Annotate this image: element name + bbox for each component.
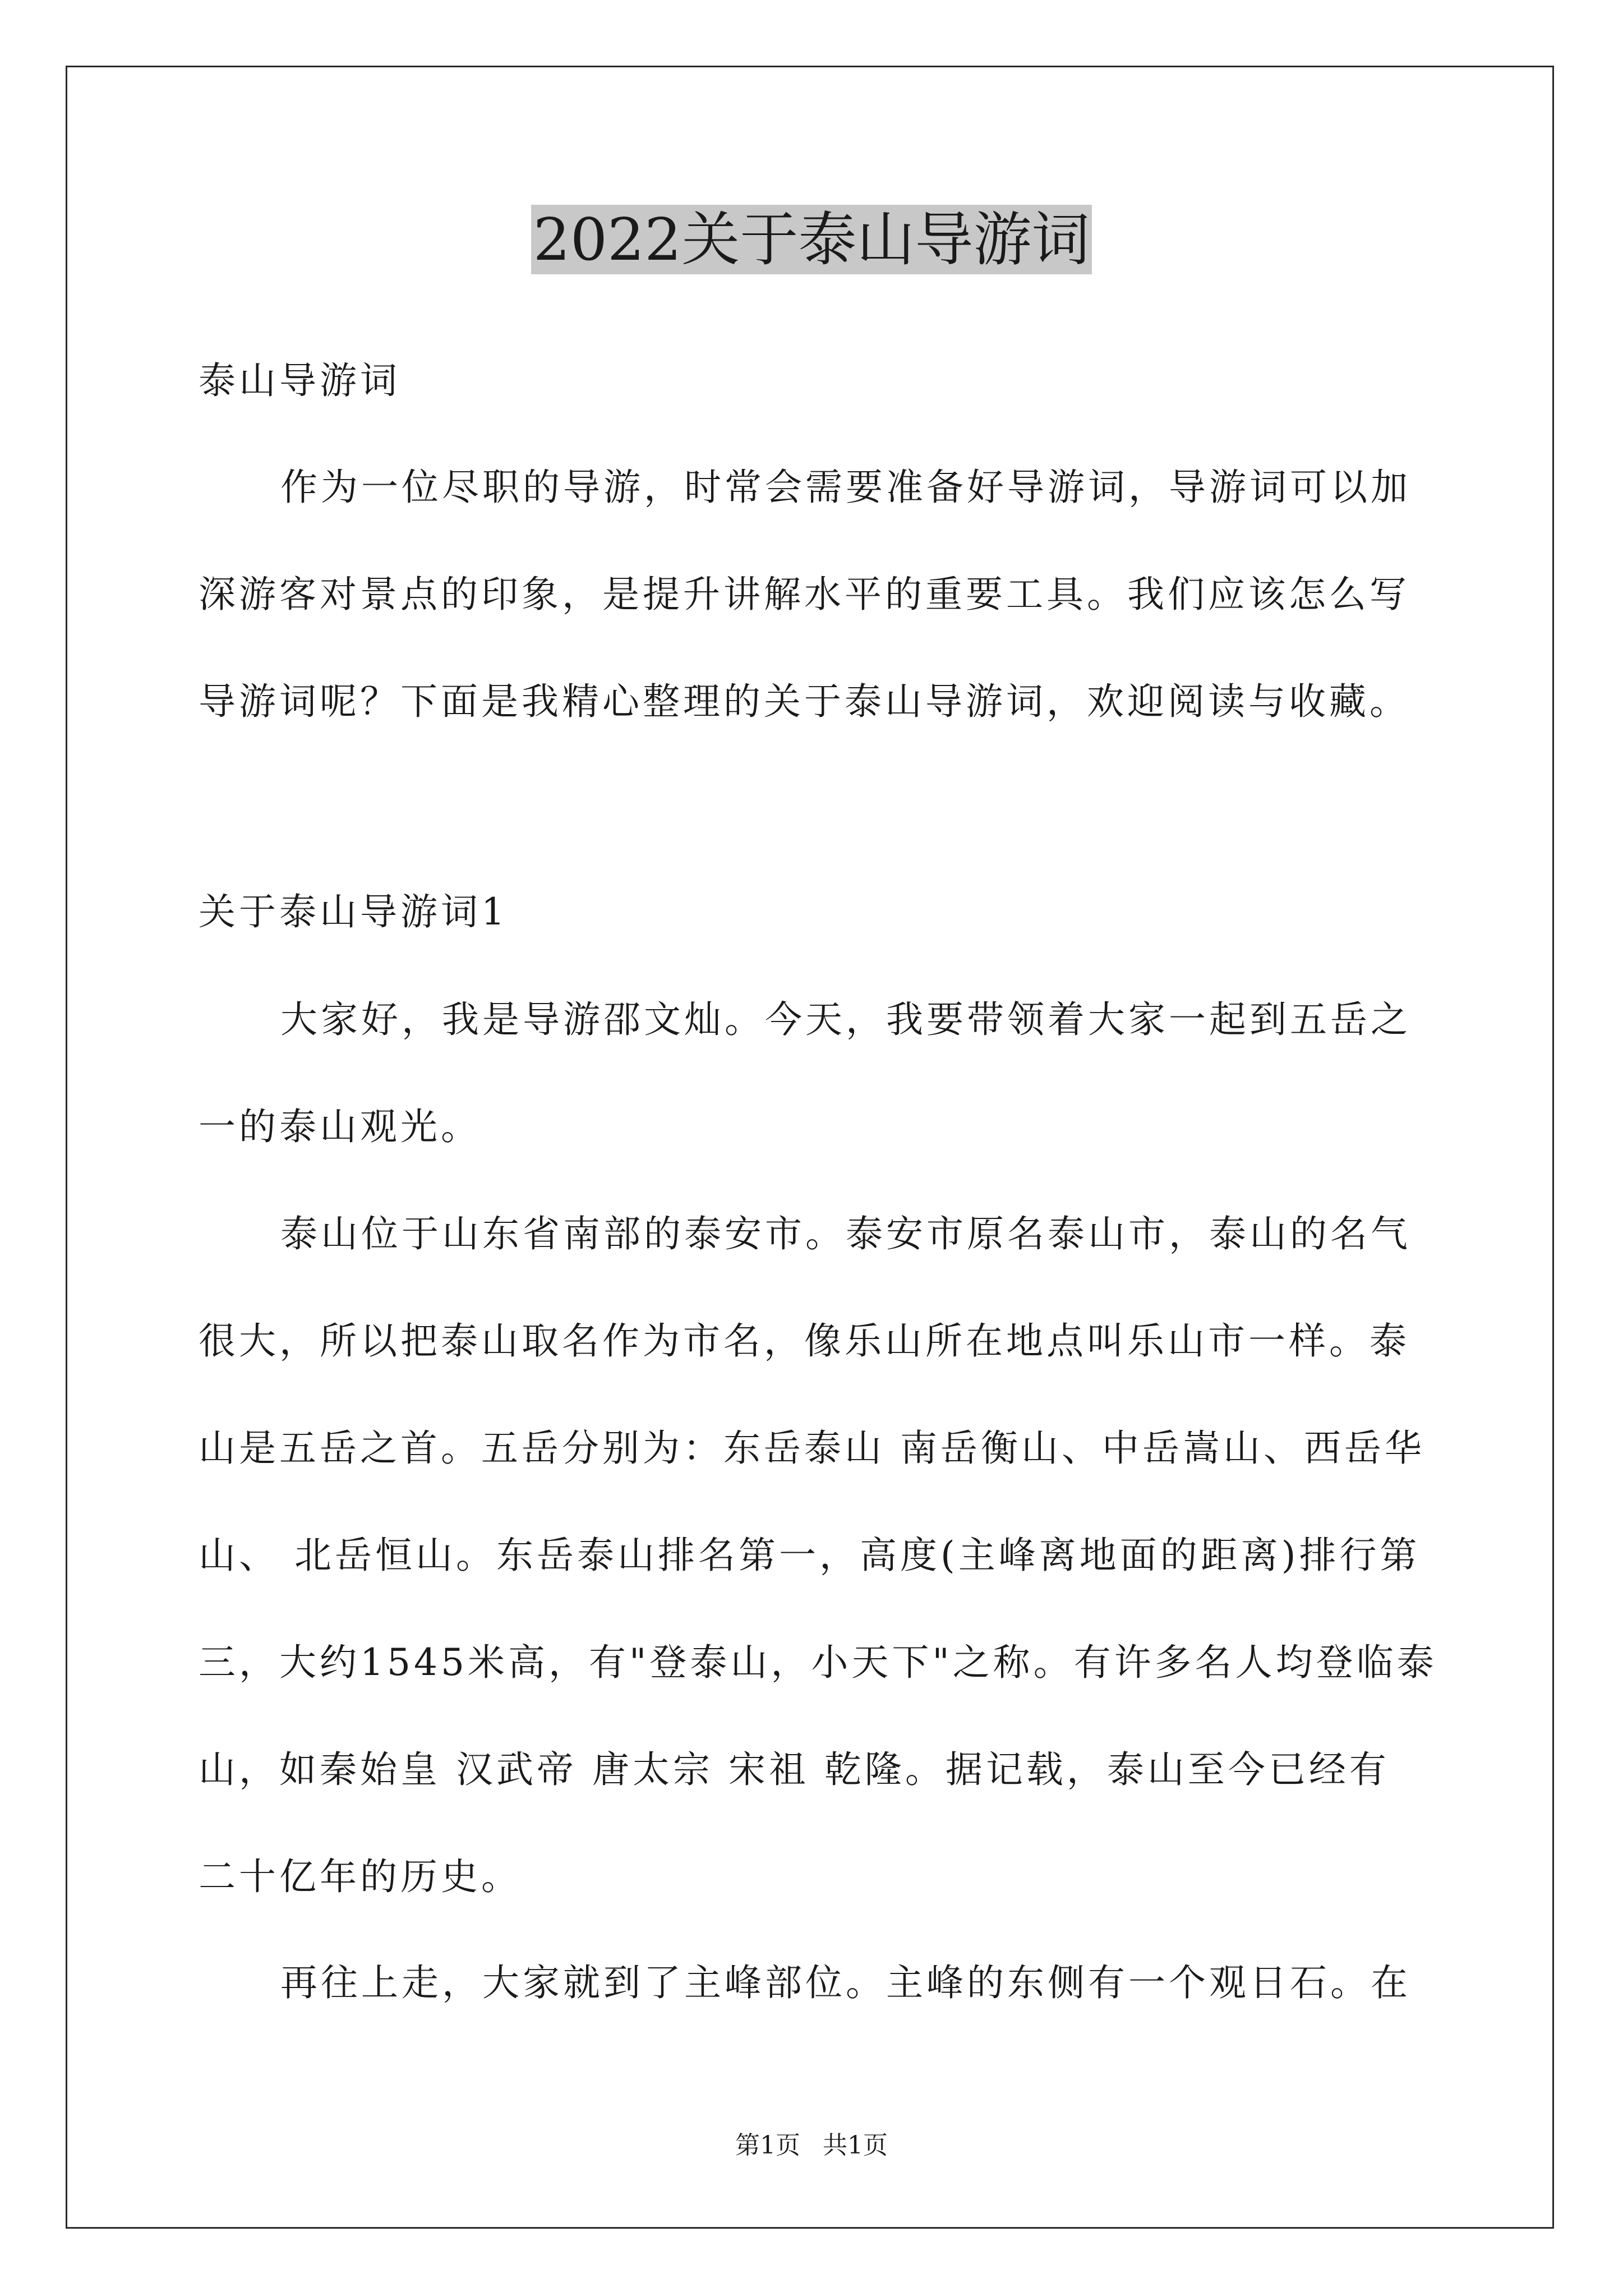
page-footer (0, 2129, 1623, 2162)
paragraph-line: 二十亿年的历史。 (199, 1855, 522, 1898)
paragraph-line: 深游客对景点的印象，是提升讲解水平的重要工具。我们应该怎么写 (199, 573, 1410, 616)
paragraph-line: 作为一位尽职的导游，时常会需要准备好导游词，导游词可以加 (280, 466, 1411, 509)
document-title: 2022关于泰山导游词 (531, 205, 1092, 274)
page-number-current: 第1页 (735, 2131, 800, 2160)
body-paragraph-1 (199, 966, 1424, 1180)
paragraph-line: 山、 北岳恒山。东岳泰山排名第一，高度(主峰离地面的距离)排行第 (199, 1534, 1421, 1577)
section-heading-2-block (199, 858, 1424, 965)
paragraph-line: 山是五岳之首。五岳分别为：东岳泰山 南岳衡山、中岳嵩山、西岳华 (199, 1427, 1425, 1470)
paragraph-line: 三，大约1545米高，有"登泰山，小天下"之称。有许多名人均登临泰 (199, 1641, 1437, 1684)
paragraph-line: 再往上走，大家就到了主峰部位。主峰的东侧有一个观日石。在 (280, 1961, 1411, 2004)
paragraph-line: 泰山位于山东省南部的泰安市。泰安市原名泰山市，泰山的名气 (280, 1212, 1411, 1255)
paragraph-line: 山，如秦始皇 汉武帝 唐太宗 宋祖 乾隆。据记载，泰山至今已经有 (199, 1748, 1390, 1791)
page-number-total: 共1页 (823, 2131, 888, 2160)
paragraph-line: 一的泰山观光。 (199, 1105, 481, 1148)
paragraph-line: 导游词呢？下面是我精心整理的关于泰山导游词，欢迎阅读与收藏。 (199, 680, 1410, 723)
body-paragraph-3 (199, 1929, 1424, 2036)
section-heading-1-block (199, 327, 1424, 434)
intro-paragraph (199, 434, 1424, 755)
section-heading: 泰山导游词 (199, 359, 400, 402)
paragraph-line: 大家好，我是导游邵文灿。今天，我要带领着大家一起到五岳之 (280, 998, 1411, 1041)
paragraph-line: 很大，所以把泰山取名作为市名，像乐山所在地点叫乐山市一样。泰 (199, 1319, 1410, 1363)
section-heading: 关于泰山导游词1 (199, 890, 508, 933)
body-paragraph-2 (199, 1180, 1437, 1930)
title-container (0, 205, 1623, 274)
